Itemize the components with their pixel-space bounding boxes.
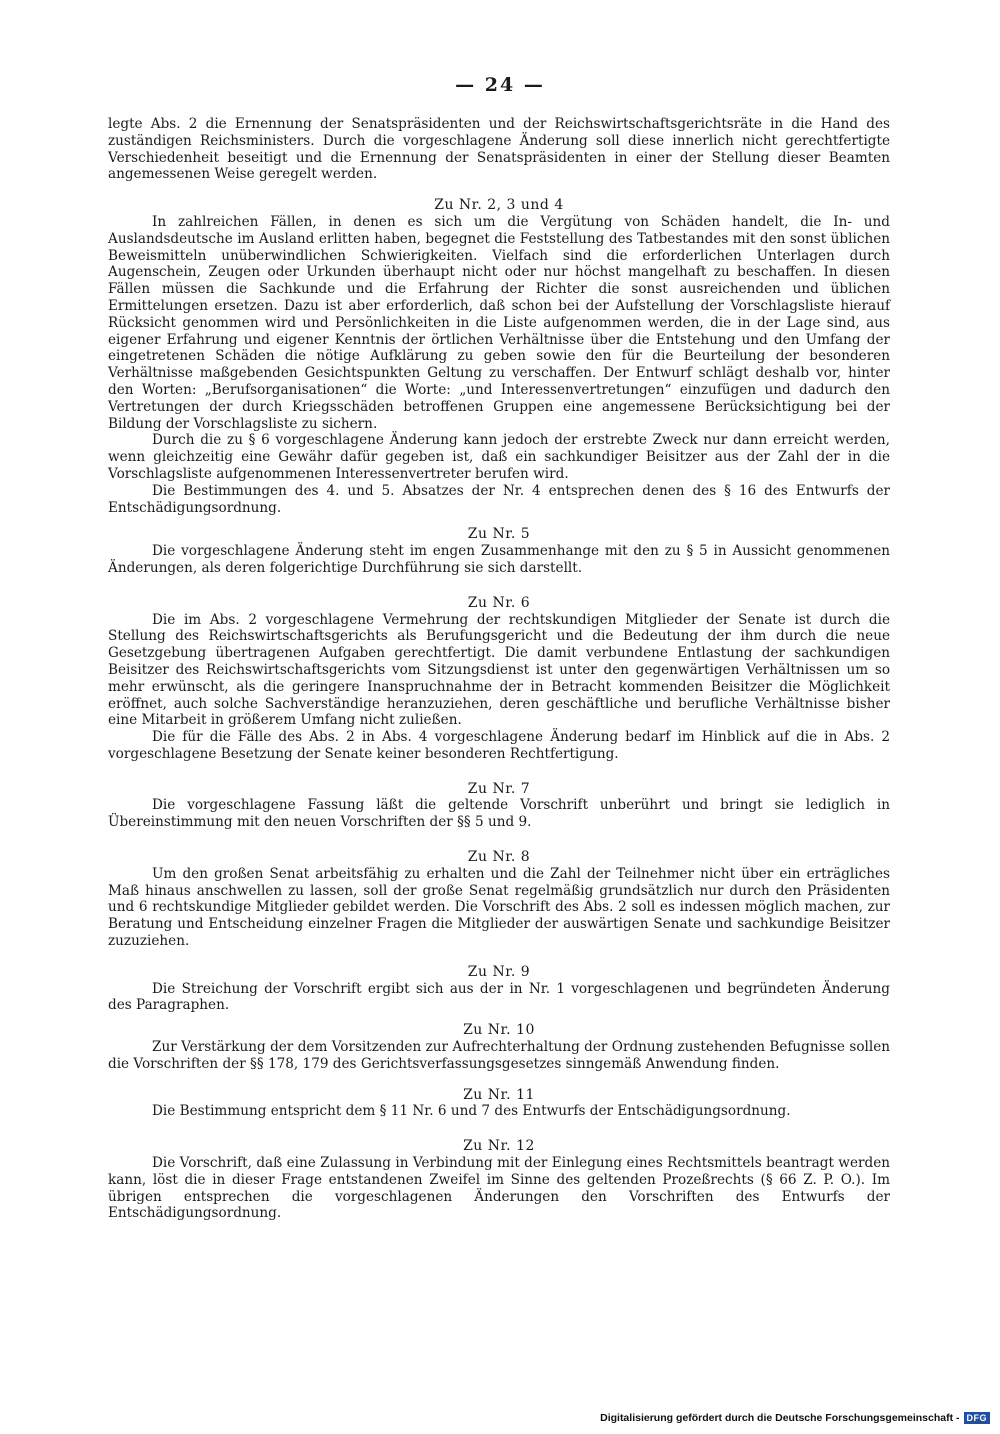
digitization-footer — [600, 1412, 990, 1424]
section-heading: Zu Nr. 6 — [467, 594, 531, 611]
paragraph: In zahlreichen Fällen, in denen es sich um die Vergütung von Schäden handelt, die In- und Auslandsdeutsche im Ausland erlitten haben, begegnet die Feststellung des Tatbestandes mit den sonst üblichen Beweismitteln unüberwindlichen Schwierigkeiten. Vielfach sind die erforderlichen Unterlagen durch Augenschein, Zeugen oder Urkunden überhaupt nicht oder nur höchst mangelhaft zu beschaffen. In diesen Fällen müssen die Sachkunde und die Erfahrung der Richter die sonst ausreichenden und üblichen Ermittelungen ersetzen. Dazu ist aber erforderlich, daß schon bei der Aufstellung der Vorschlagsliste hierauf Rücksicht genommen wird und Persönlichkeiten in die Liste aufgenommen werden, die in der Lage sind, aus eigener Erfahrung und eigener Kenntnis der örtlichen Verhältnisse über die Entstehung und den Umfang der eingetretenen Schäden die nötige Aufklärung zu geben sowie den für die Beurteilung der besonderen Verhältnisse maßgebenden Gesichtspunkten Geltung zu verschaffen. Der Entwurf schlägt deshalb vor, hinter den Worten: „Berufsorganisationen“ die Worte: „und Interessenvertretungen“ einzufügen und dadurch den Vertretungen der durch Kriegsschäden betroffenen Gruppen eine angemessene Berücksichtigung bei der Bildung der Vorschlagsliste zu sichern. — [108, 213, 890, 432]
paragraph: Die vorgeschlagene Fassung läßt die geltende Vorschrift unberührt und bringt sie lediglich in Übereinstimmung mit den neuen Vorschriften der §§ 5 und 9. — [108, 797, 890, 831]
section-heading: Zu Nr. 5 — [467, 526, 531, 543]
section-nr-7 — [108, 781, 890, 831]
section-heading: Zu Nr. 10 — [463, 1022, 535, 1039]
paragraph: Die Bestimmung entspricht dem § 11 Nr. 6 und 7 des Entwurfs der Entschädigungsordnung. — [152, 1103, 791, 1120]
paragraph: Zur Verstärkung der dem Vorsitzenden zur Aufrechterhaltung der Ordnung zustehenden Befugnisse sollen die Vorschriften der §§ 178, 179 des Gerichtsverfassungsgesetzes sinngemäß Anwendung finden. — [108, 1039, 890, 1072]
paragraph: Durch die zu § 6 vorgeschlagene Änderung kann jedoch der erstrebte Zweck nur dann erreicht werden, wenn gleichzeitig eine Gewähr dafür gegeben ist, daß ein sachkundiger Beisitzer aus der Zahl der in die Vorschlagsliste aufgenommenen Interessenvertreter berufen wird. — [108, 432, 890, 482]
section-heading: Zu Nr. 2, 3 und 4 — [434, 197, 564, 214]
section-nr-8 — [108, 849, 890, 950]
document-body — [108, 116, 890, 1222]
paragraph: Die für die Fälle des Abs. 2 in Abs. 4 vorgeschlagene Änderung bedarf im Hinblick auf die in Abs. 2 vorgeschlagene Besetzung der Senate keiner besonderen Rechtfertigung. — [108, 729, 890, 762]
paragraph: Die vorgeschlagene Änderung steht im engen Zusammenhange mit den zu § 5 in Aussicht genommenen Änderungen, als deren folgerichtige Durchführung sie sich darstellt. — [108, 543, 890, 576]
section-heading: Zu Nr. 8 — [467, 849, 531, 866]
intro-paragraph: legte Abs. 2 die Ernennung der Senatspräsidenten und der Reichswirtschaftsgerichtsräte in die Hand des zuständigen Reichsministers. Durch die vorgeschlagene Änderung soll diese innerlich nicht gerechtfertigte Verschiedenheit beseitigt und die Ernennung der Senatspräsidenten in einer der Stellung dieser Beamten angemessenen Weise geregelt werden. — [108, 116, 890, 183]
page-number: — 24 — — [455, 74, 545, 96]
section-heading: Zu Nr. 7 — [467, 780, 531, 797]
paragraph: Die im Abs. 2 vorgeschlagene Vermehrung der rechtskundigen Mitglieder der Senate ist durch die Stellung des Reichswirtschaftsgerichts als Berufungsgericht und die Bedeutung der ihm durch die neue Gesetzgebung übertragenen Aufgaben gerechtfertigt. Die damit verbundene Entlastung der sachkundigen Beisitzer des Reichswirtschaftsgerichts vom Sitzungsdienst ist unter den gegenwärtigen Verhältnissen um so mehr erwünscht, als die geringere Inanspruchnahme der in Betracht kommenden Beisitzer die Möglichkeit eröffnet, auch solche Sachverständige heranzuziehen, deren geschäftliche und berufliche Verhältnisse bisher eine Mitarbeit in größerem Umfang nicht zuließen. — [108, 611, 890, 729]
paragraph: Die Bestimmungen des 4. und 5. Absatzes der Nr. 4 entsprechen denen des § 16 des Entwurfs der Entschädigungsordnung. — [108, 482, 890, 516]
section-heading: Zu Nr. 11 — [463, 1086, 535, 1103]
section-nr-12 — [108, 1138, 890, 1222]
section-nr-9 — [108, 964, 890, 1014]
section-heading: Zu Nr. 9 — [467, 963, 531, 980]
section-heading: Zu Nr. 12 — [463, 1138, 535, 1155]
paragraph: Die Streichung der Vorschrift ergibt sich aus der in Nr. 1 vorgeschlagenen und begründeten Änderung des Paragraphen. — [108, 980, 890, 1014]
dfg-logo: DFG — [964, 1412, 991, 1424]
section-nr-11 — [108, 1087, 890, 1121]
paragraph: Die Vorschrift, daß eine Zulassung in Verbindung mit der Einlegung eines Rechtsmittels beantragt werden kann, löst die in dieser Frage entstandenen Zweifel im Sinne des geltenden Prozeßrechts (§ 66 Z. P. O.). Im übrigen entsprechen die vorgeschlagenen Änderungen den Vorschriften des Entwurfs der Entschädigungsordnung. — [108, 1155, 890, 1222]
section-nr-10 — [108, 1022, 890, 1072]
section-nr-6 — [108, 595, 890, 763]
footer-text: Digitalisierung gefördert durch die Deutsche Forschungsgemeinschaft - — [600, 1412, 960, 1424]
section-nr-5 — [108, 526, 890, 576]
paragraph: Um den großen Senat arbeitsfähig zu erhalten und die Zahl der Teilnehmer nicht über ein erträgliches Maß hinaus anschwellen zu lassen, soll der große Senat regelmäßig grundsätzlich nur durch den Präsidenten und 6 rechtskundige Mitglieder gebildet werden. Die Vorschrift des Abs. 2 soll es indessen möglich machen, zur Beratung und Entscheidung einzelner Fragen die Mitglieder der auswärtigen Senate und sachkundige Beisitzer zuzuziehen. — [108, 865, 890, 950]
section-nr-2-3-4 — [108, 197, 890, 516]
